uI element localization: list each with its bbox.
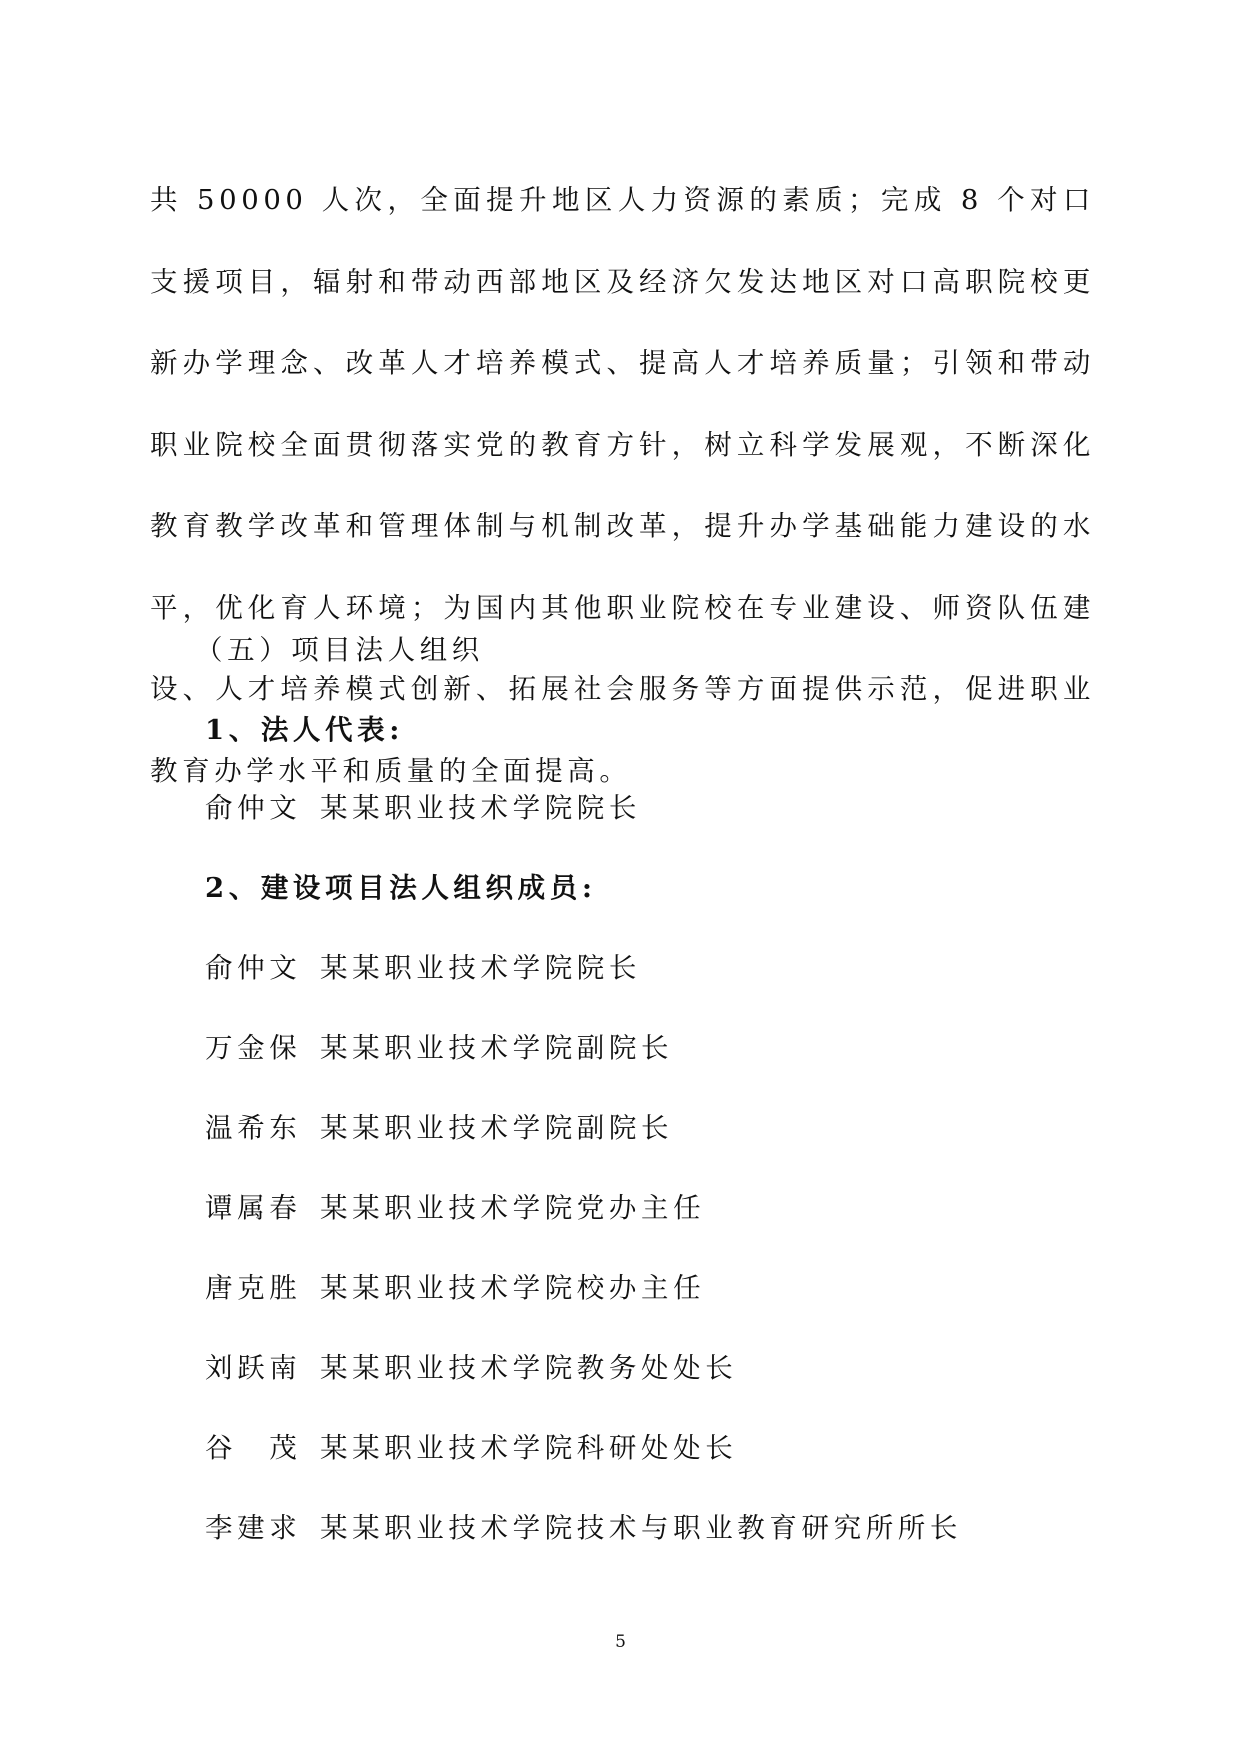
member-name: 谭属春: [205, 1192, 302, 1224]
member-row: [205, 1348, 737, 1388]
member-title: 某某职业技术学院副院长: [320, 1032, 674, 1064]
member-title: 某某职业技术学院校办主任: [320, 1272, 706, 1304]
member-row: [205, 1028, 673, 1068]
member-name: 李建求: [205, 1512, 302, 1544]
page-number: 5: [615, 1632, 626, 1652]
member-title: 某某职业技术学院党办主任: [320, 1192, 706, 1224]
member-row: [205, 1108, 673, 1148]
member-title: 某某职业技术学院科研处处长: [320, 1432, 738, 1464]
legal-rep-name: 俞仲文: [205, 792, 302, 824]
member-row: [205, 1508, 962, 1548]
member-name: 刘跃南: [205, 1352, 302, 1384]
member-title: 某某职业技术学院技术与职业教育研究所所长: [320, 1512, 962, 1544]
member-row: [205, 948, 641, 988]
member-row: [205, 1188, 705, 1228]
legal-rep-title: 某某职业技术学院院长: [320, 792, 641, 824]
member-name: 谷 茂: [205, 1432, 302, 1464]
member-title: 某某职业技术学院副院长: [320, 1112, 674, 1144]
member-row: [205, 1428, 737, 1468]
member-title: 某某职业技术学院院长: [320, 952, 641, 984]
member-name: 唐克胜: [205, 1272, 302, 1304]
members-heading: 2、建设项目法人组织成员:: [205, 872, 597, 904]
member-name: 俞仲文: [205, 952, 302, 984]
legal-rep-heading: 1、法人代表:: [205, 714, 404, 746]
body-paragraph: 共 50000 人次，全面提升地区人力资源的素质；完成 8 个对口支援项目，辐射和带动西部地区及经济欠发达地区对口高职院校更新办学理念、改革人才培养模式、提高人才培养质量；引领和带动职业院校全面贯彻落实党的教育方针，树立科学发展观，不断深化教育教学改革和管理体制与机制改革，提升办学基础能力建设的水平，优化育人环境；为国内其他职业院校在专业建设、师资队伍建设、人才培养模式创新、拓展社会服务等方面提供示范，促进职业教育办学水平和质量的全面提高。: [150, 184, 1095, 787]
member-name: 温希东: [205, 1112, 302, 1144]
member-row: [205, 1268, 705, 1308]
legal-rep-entry: [205, 788, 641, 828]
member-name: 万金保: [205, 1032, 302, 1064]
member-title: 某某职业技术学院教务处处长: [320, 1352, 738, 1384]
section-heading: （五）项目法人组织: [195, 634, 484, 666]
